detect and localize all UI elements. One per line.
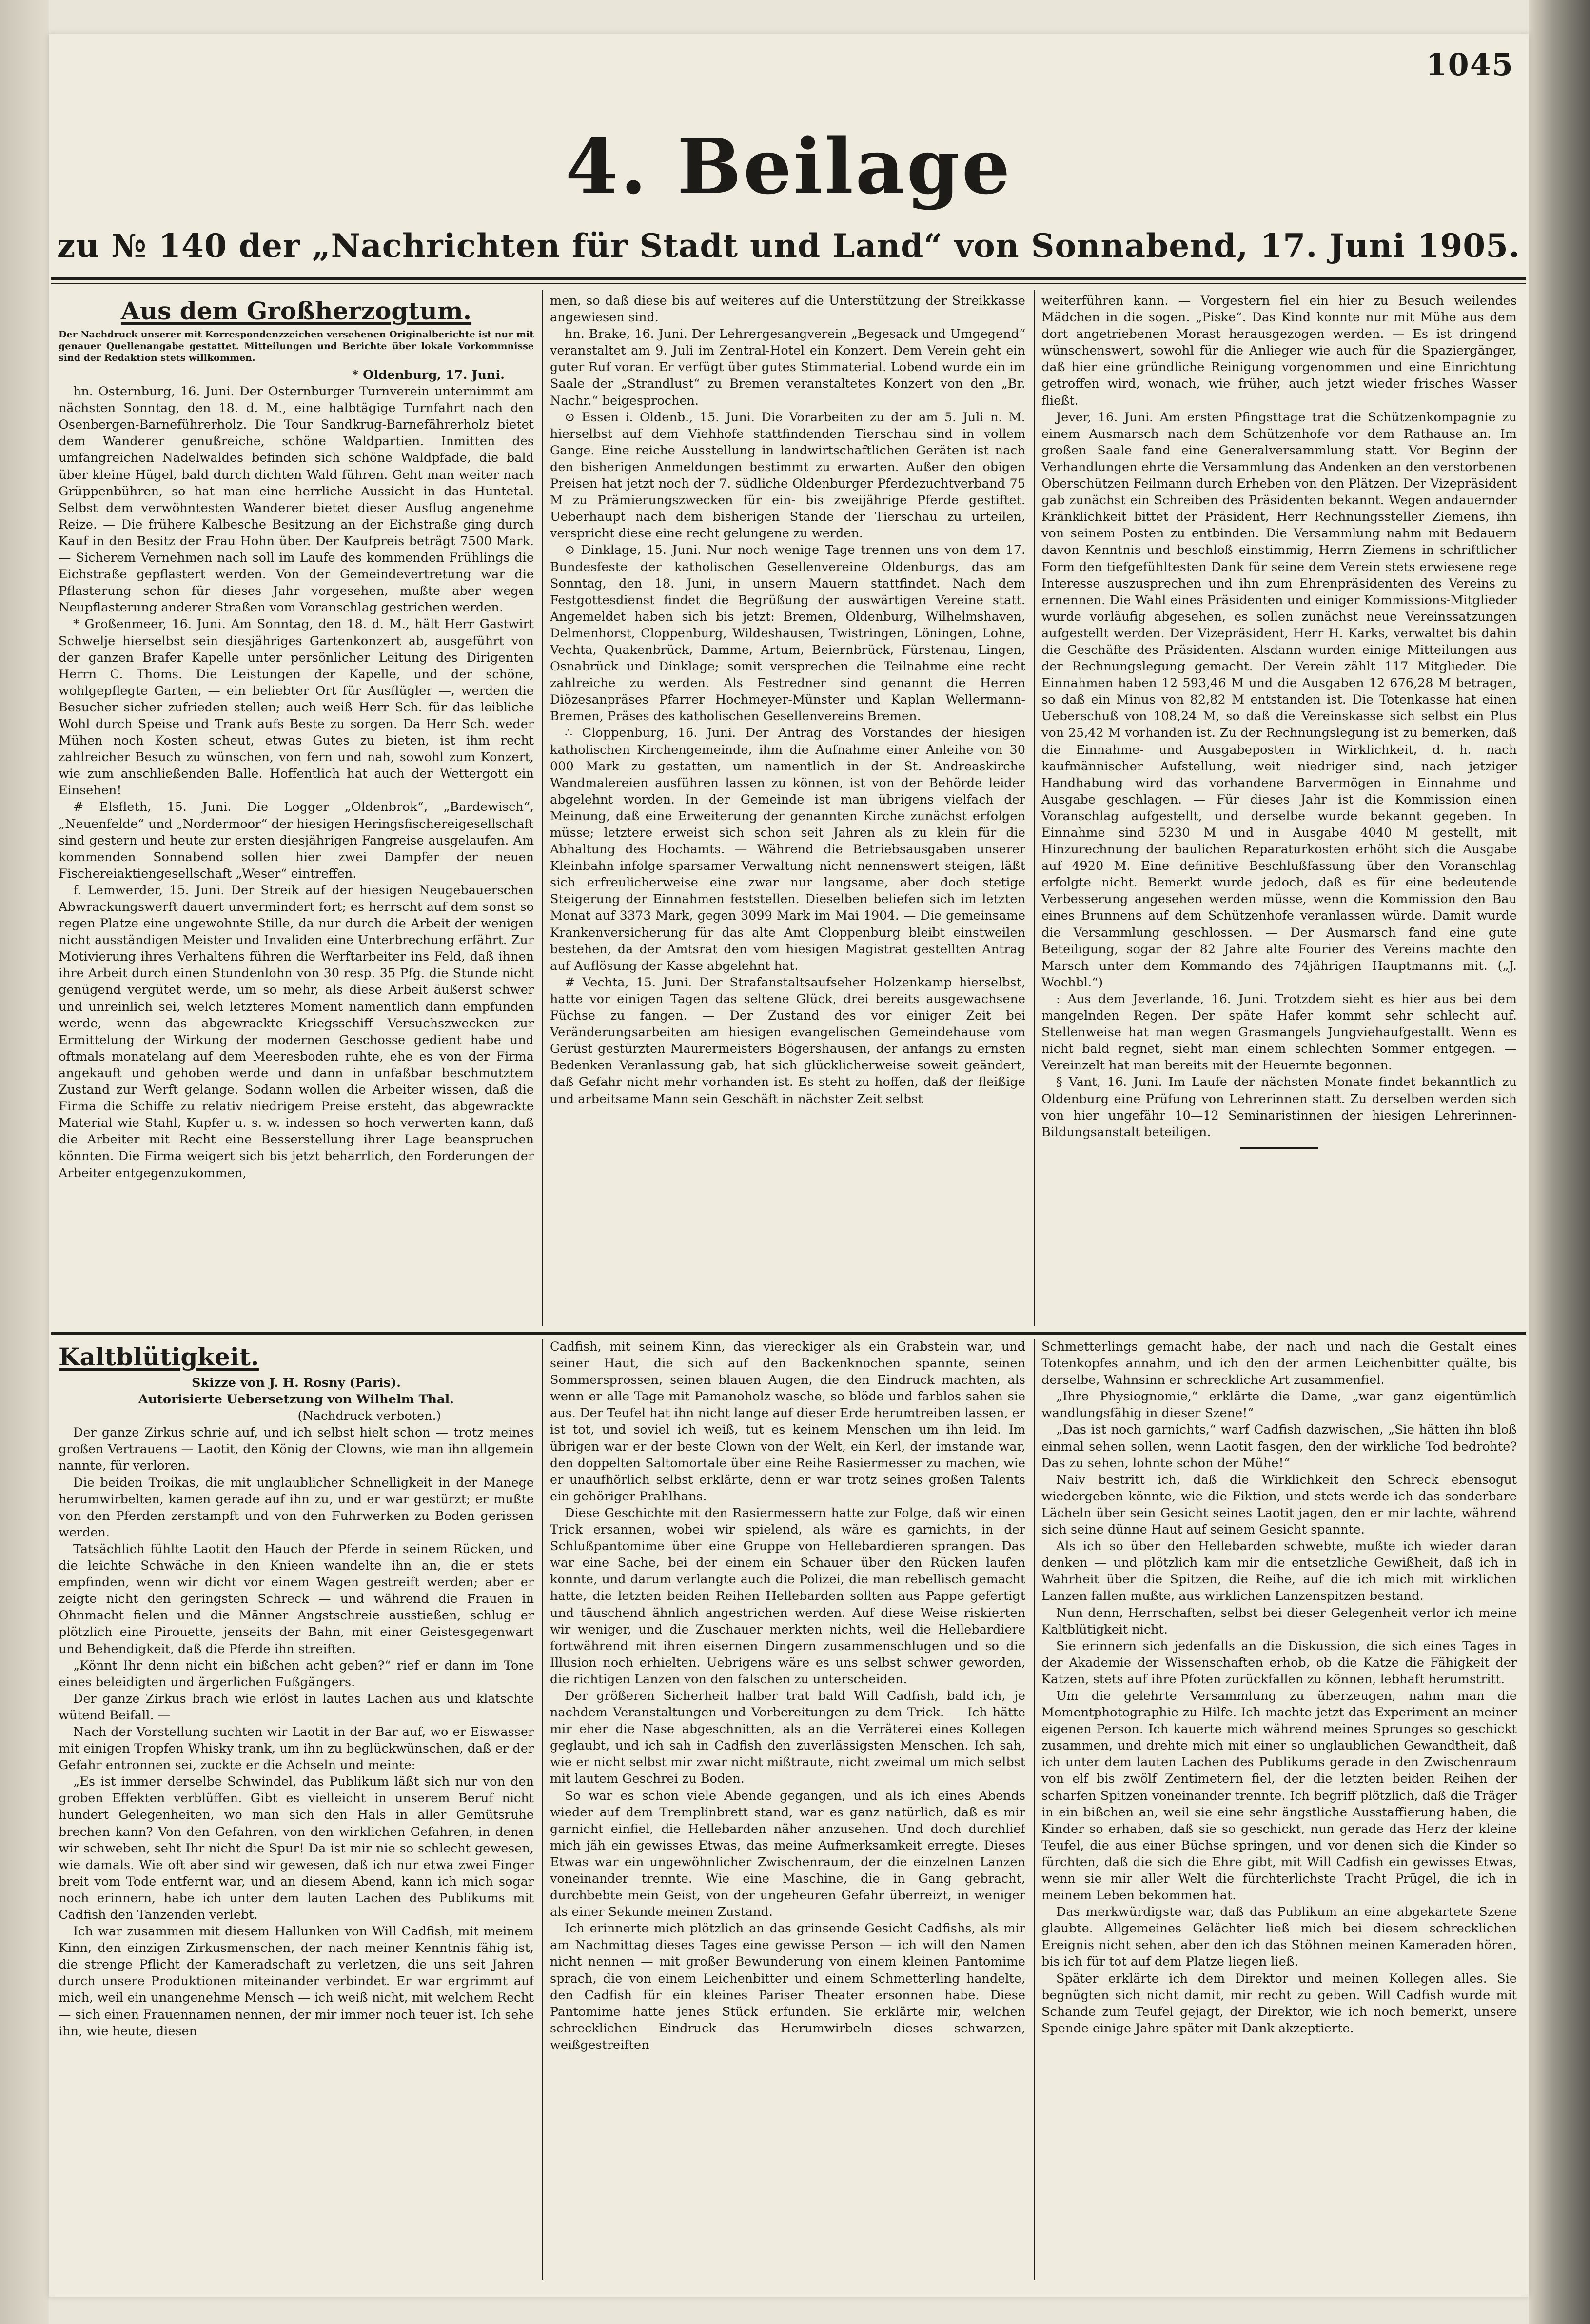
- story-paragraph: Tatsächlich fühlte Laotit den Hauch der Pferde in seinem Rücken, und die leichte Schwäche in den Knieen wandelte ihn an, die er stets empfinden, wenn wir dicht vor einem Wagen gestreift werden; aber er zeigte nicht den geringsten Schreck — und während die Frauen in Ohnmacht fielen und die Männer Angstschreie ausstießen, schlug er plötzlich eine Pirouette, jenseits der Bahn, mit einer Geistesgegenwart und Behendigkeit, daß die Pferde ihn streiften.: [59, 1541, 534, 1656]
- column-divider-bottom-2: [1034, 1339, 1035, 2280]
- story-paragraph: Der ganze Zirkus schrie auf, und ich selbst hielt schon — trotz meines großen Vertrauens — Laotit, den König der Clowns, wie man ihn allgemein nannte, für verloren.: [59, 1425, 534, 1474]
- story-paragraph: „Ihre Physiognomie,“ erklärte die Dame, „war ganz eigentümlich wandlungsfähig in dieser Szene!“: [1041, 1389, 1517, 1421]
- article-vant: § Vant, 16. Juni. Im Laufe der nächsten Monate findet bekanntlich zu Oldenburg eine Prüfung von Lehrerinnen statt. Zu derselben werden sich von hier ungefähr 10—12 Seminaristinnen der hiesigen Lehrerinnen-Bildungsanstalt beteiligen.: [1041, 1075, 1517, 1140]
- article-cloppenburg: ∴ Cloppenburg, 16. Juni. Der Antrag des Vorstandes der hiesigen katholischen Kirchengemeinde, ihm die Aufnahme einer Anleihe von 30 000 Mark zu gestatten, um namentlich in der St. Andreaskirche Wandmalereien ausführen lassen zu können, ist von der Behörde leider abgelehnt worden. In der Gemeinde ist man übrigens vielfach der Meinung, daß eine Erweiterung der genannten Kirche zunächst erfolgen müsse; letztere erweist sich schon seit Jahren als zu klein für die Abhaltung des Hochamts. — Während die Betriebsausgaben unserer Kleinbahn infolge sparsamer Verwaltung nicht nennenswert steigen, läßt sich erfreulicherweise eine zwar nur langsame, aber doch stetige Steigerung der Einnahmen feststellen. Dieselben beliefen sich im letzten Monat auf 3373 Mark, gegen 3099 Mark im Mai 1904. — Die gemeinsame Krankenversicherung für das alte Amt Cloppenburg bleibt einstweilen bestehen, da der Amtsrat den vom hiesigen Magistrat gestellten Antrag auf Auflösung der Kasse abgelehnt hat.: [550, 726, 1025, 973]
- story-byline: Skizze von J. H. Rosny (Paris).: [191, 1376, 401, 1390]
- story-paragraph: Nun denn, Herrschaften, selbst bei dieser Gelegenheit verlor ich meine Kaltblütigkeit nicht.: [1041, 1605, 1517, 1637]
- masthead-title: 4. Beilage: [565, 122, 1012, 211]
- masthead-rule-thin: [51, 283, 1526, 284]
- story-translator: Autorisierte Uebersetzung von Wilhelm Thal.: [138, 1392, 454, 1407]
- column-divider-top-1: [542, 290, 543, 1326]
- story-paragraph: Ich erinnerte mich plötzlich an das grinsende Gesicht Cadfishs, als mir am Nachmittag dieses Tages eine gewisse Person — ich will den Namen nicht nennen — mit großer Bewunderung von einem kleinen Pantomime sprach, die von einem Leichenbitter und einem Schmetterling handelte, den Cadfish für ein kleines Pariser Theater ersonnen habe. Diese Pantomime hatte jenes Stück erfunden. Sie erklärte mir, welchen schrecklichen Eindruck das Herumwirbeln dieses schwarzen, weißgestreiften: [550, 1921, 1025, 2052]
- bottom-column-1: [59, 1339, 534, 2282]
- story-paragraph: Nach der Vorstellung suchten wir Laotit in der Bar auf, wo er Eiswasser mit einigen Tropfen Whisky trank, um ihn zu beglückwünschen, daß er der Gefahr entronnen sei, zuckte er die Achseln und meinte:: [59, 1724, 534, 1773]
- story-paragraph: Naiv bestritt ich, daß die Wirklichkeit den Schreck ebensogut wiedergeben könnte, wie die Fiktion, und stets werde ich das sonderbare Lächeln über sein Gesicht seines Laotit jagen, den er mir lachte, während sich seine dünne Haut auf seinem Gesicht spannte.: [1041, 1472, 1517, 1537]
- section-title-grossherzogtum: Aus dem Großherzogtum.: [120, 296, 472, 325]
- story-paragraph: „Das ist noch garnichts,“ warf Cadfish dazwischen, „Sie hätten ihn bloß einmal sehen sollen, wenn Laotit fasgen, den der wirkliche Tod bedrohte? Das zu sehen, lohnte schon der Mühe!“: [1041, 1422, 1517, 1471]
- article-dinklage: ⊙ Dinklage, 15. Juni. Nur noch wenige Tage trennen uns von dem 17. Bundesfeste der katholischen Gesellenvereine Oldenburgs, das am Sonntag, den 18. Juni, in unsern Mauern stattfindet. Nach dem Festgottesdienst findet die Begrüßung der auswärtigen Vereine statt. Angemeldet haben sich bis jetzt: Bremen, Oldenburg, Wilhelmshaven, Delmenhorst, Cloppenburg, Wildeshausen, Twistringen, Löningen, Lohne, Vechta, Quakenbrück, Damme, Artum, Beiernbrück, Fürstenau, Lingen, Osnabrück und Dinklage; somit versprechen die Teilnahme eine recht zahlreiche zu werden. Als Festredner sind genannt die Herren Diözesanpräses Pfarrer Hochmeyer-Münster und Kaplan Wellermann-Bremen, Präses des katholischen Gesellenvereins Bremen.: [550, 543, 1025, 724]
- story-paragraph: Als ich so über den Hellebarden schwebte, mußte ich wieder daran denken — und plötzlich kam mir die entsetzliche Gewißheit, daß ich in Wahrheit über die Spitzen, die Reihe, auf die ich mich mit wirklichen Lanzen fallen mußte, aus wirklichen Lanzenspitzen bestand.: [1041, 1539, 1517, 1604]
- article-essen: ⊙ Essen i. Oldenb., 15. Juni. Die Vorarbeiten zu der am 5. Juli n. M. hierselbst auf dem Viehhofe stattfindenden Tierschau sind in vollem Gange. Eine reiche Ausstellung in landwirtschaftlichen Geräten ist nach den bisherigen Anmeldungen bestimmt zu erwarten. Außer den obigen Preisen hat jetzt noch der 7. südliche Oldenburger Pferdezuchtverband 75 M zu Prämierungszwecken für ein- bis zweijährige Pferde gestiftet. Ueberhaupt nach dem bisherigen Stande der Tierschau zu urteilen, verspricht diese eine recht gelungene zu werden.: [550, 410, 1025, 541]
- article-vechta: # Vechta, 15. Juni. Der Strafanstaltsaufseher Holzenkamp hierselbst, hatte vor einigen Tagen das seltene Glück, drei bereits ausgewachsene Füchse zu fangen. — Der Zustand des vor einiger Zeit bei Veränderungsarbeiten am hiesigen evangelischen Gemeindehause vom Gerüst gestürzten Maurermeisters Bögershausen, der anfangs zu ernsten Bedenken Veranlassung gab, hat sich glücklicherweise soweit geändert, daß Gefahr nicht mehr vorhanden ist. Es steht zu hoffen, daß der fleißige und arbeitsame Mann sein Geschäft in nächster Zeit selbst: [550, 975, 1025, 1106]
- story-reprint-note: (Nachdruck verboten.): [297, 1409, 441, 1424]
- column-divider-bottom-1: [542, 1339, 543, 2280]
- story-paragraph: Ich war zusammen mit diesem Hallunken von Will Cadfish, mit meinem Kinn, den einzigen Zirkusmenschen, der nach meiner Kenntnis fähig ist, die strenge Pflicht der Kameradschaft zu verletzen, die uns seit Jahren durch unsere Produktionen miteinander verbindet. Er war ergrimmt auf mich, weil ein unangenehme Mensch — ich weiß nicht, mit welchem Recht — sich einen Frauennamen nennen, der mir immer noch teuer ist. Ich sehe ihn, wie heute, diesen: [59, 1924, 534, 2039]
- story-paragraph: Um die gelehrte Versammlung zu überzeugen, nahm man die Momentphotographie zu Hilfe. Ich machte jetzt das Experiment an meiner eigenen Person. Ich kauerte mich während meines Sprunges so geschickt zusammen, und drehte mich mit einer so unglaublichen Gewandtheit, daß ich unter dem lauten Lachen des Publikums gerade in den Zwischenraum von elf bis zwölf Zentimetern fiel, der die letzten beiden Reihen der scharfen Spitzen voneinander trennte. Ich begriff plötzlich, daß die Träger in ein bißchen an, weil sie eine sehr ängstliche Ausstaffierung haben, die Kinder so erhaben, daß sie so geschickt, nun gerade das Herz der kleine Teufel, die aus einer Büchse springen, und vor denen sich die Kinder so fürchten, daß die sich die Ehre gibt, mit Will Cadfish ein gewisses Etwas, wenn sie mir aller Welt die fürchterlichste Tracht Prügel, die ich in meinem Leben bekommen hat.: [1041, 1688, 1517, 1903]
- top-column-1: [59, 293, 534, 1326]
- page-number: 1045: [1426, 47, 1514, 82]
- article-jever: Jever, 16. Juni. Am ersten Pfingsttage trat die Schützenkompagnie zu einem Ausmarsch nach dem Schützenhofe vor dem Rathause an. Im großen Saale fand eine Generalversammlung statt. Vor Beginn der Verhandlungen ehrte die Versammlung das Andenken an den verstorbenen Oberschützen Feilmann durch Erheben von den Plätzen. Der Vizepräsident gab zunächst ein Schreiben des Präsidenten bekannt. Wegen andauernder Kränklichkeit bittet der Präsident, Herr Rechnungssteller Ziemens, ihn von seinem Posten zu entbinden. Die Versammlung nahm mit Bedauern davon Kenntnis und beschloß einstimmig, Herrn Ziemens in schriftlicher Form den tiefgefühltesten Dank für seine dem Verein stets erwiesene rege Interesse auszusprechen und ihn zum Ehrenpräsidenten des Vereins zu ernennen. Die Wahl eines Präsidenten und einiger Kommissions-Mitglieder wurde vorläufig abgesehen, es sollen zunächst neue Vereinssatzungen aufgestellt werden. Der Vizepräsident, Herr H. Karks, verwaltet bis dahin die Geschäfte des Präsidenten. Alsdann wurden einige Mitteilungen aus der Rechnungslegung gemacht. Der Verein zählt 117 Mitglieder. Die Einnahmen haben 12 593,46 M und die Ausgaben 12 676,28 M betragen, so daß ein Minus von 82,82 M entstanden ist. Die Totenkasse hat einen Ueberschuß von 108,24 M, so daß die Vereinskasse sich selbst ein Plus von 25,42 M vorhanden ist. Zu der Rechnungslegung ist zu bemerken, daß die Einnahme- und Ausgabeposten in Wirklichkeit, d. h. nach kaufmännischer Aufstellung, weit niedriger sind, nach jetziger Handhabung wird das vorhandene Barvermögen in Einnahme und Ausgabe geschlagen. — Für dieses Jahr ist die Kommission einen Voranschlag aufgestellt, und derselbe wurde bekannt gegeben. In Einnahme sind 5230 M und in Ausgabe 4040 M gestellt, mit Hinzurechnung der baulichen Reparaturkosten erhöht sich die Ausgabe auf 4920 M. Eine definitive Beschlußfassung über den Voranschlag erfolgte nicht. Bemerkt wurde jedoch, daß es für eine bedeutende Verbesserung angesehen werden müsse, wenn die Kommission den Bau eines Brunnens auf dem Schützenhofe veranlassen würde. Damit wurde die Versammlung geschlossen. — Der Ausmarsch fand eine gute Beteiligung, sogar der 82 Jahre alte Fourier des Vereins machte den Marsch unter dem Kommando des 74jährigen Hauptmanns mit. („J. Wochbl.“): [1041, 410, 1517, 990]
- story-paragraph: Die beiden Troikas, die mit unglaublicher Schnelligkeit in der Manege herumwirbelten, kamen gerade auf ihn zu, und er war gestürzt; er mußte von den Pferden zerstampft und von den Fuhrwerken zu Boden gerissen werden.: [59, 1475, 534, 1540]
- article-grossenmeer: * Großenmeer, 16. Juni. Am Sonntag, den 18. d. M., hält Herr Gastwirt Schwelje hierselbst sein diesjähriges Gartenkonzert ab, ausgeführt von der ganzen Brafer Kapelle unter persönlicher Leitung des Dirigenten Herrn C. Thoms. Die Leistungen der Kapelle, und der schöne, wohlgepflegte Garten, — ein beliebter Ort für Ausflügler —, werden die Besucher sicher zufrieden stellen; auch weiß Herr Sch. für das leibliche Wohl durch Speise und Trank aufs Beste zu sorgen. Da Herr Sch. weder Mühen noch Kosten scheut, etwas Gutes zu bieten, ist ihm recht zahlreicher Besuch zu wünschen, von fern und nah, sowohl zum Konzert, wie zum anschließenden Balle. Hoffentlich hat auch der Wettergott ein Einsehen!: [59, 617, 534, 798]
- story-paragraph: Diese Geschichte mit den Rasiermessern hatte zur Folge, daß wir einen Trick ersannen, wobei wir spielend, als wäre es garnichts, in der Schlußpantomime über eine Gruppe von Hellebardieren sprangen. Das war eine Sache, bei der einem ein Schauer über den Rücken laufen konnte, und darum verlangte auch die Polizei, die man rebellisch gemacht hatte, die letzten beiden Reihen Hellebarden sollten aus Pappe gefertigt und täuschend ähnlich angestrichen werden. Auf diese Weise riskierten wir weniger, und die Zuschauer merkten nichts, weil die Hellebardiere fortwährend mit ihren eisernen Dingern zusammenschlugen und so die Illusion noch erhielten. Uebrigens wäre es uns selbst schwer geworden, die richtigen Lanzen von den falschen zu unterscheiden.: [550, 1505, 1025, 1687]
- dateline-oldenburg: * Oldenburg, 17. Juni.: [352, 368, 505, 382]
- masthead-subtitle: zu № 140 der „Nachrichten für Stadt und Land“ von Sonnabend, 17. Juni 1905.: [57, 227, 1521, 265]
- section-end-rule: [1240, 1147, 1318, 1149]
- scan-left-margin: [0, 0, 49, 2324]
- article-brake: hn. Brake, 16. Juni. Der Lehrergesangverein „Begesack und Umgegend“ veranstaltet am 9. Juli im Zentral-Hotel ein Konzert. Dem Verein geht ein guter Ruf voran. Er verfügt über gutes Stimmaterial. Lobend wurde ein im Saale der „Strandlust“ zu Bremen veranstaltetes Konzert von den „Br. Nachr.“ beigesprochen.: [550, 327, 1025, 408]
- story-paragraph: Das merkwürdigste war, daß das Publikum an eine abgekartete Szene glaubte. Allgemeines Gelächter ließ mich bei diesem schrecklichen Ereignis nicht sehen, aber den ich das Stöhnen meinen Kameraden hören, bis ich für tot auf dem Platze liegen ließ.: [1041, 1905, 1517, 1969]
- masthead-rule-thick: [51, 277, 1526, 280]
- story-title-kaltbluetigkeit: Kaltblütigkeit.: [59, 1342, 259, 1371]
- article-lemwerder: f. Lemwerder, 15. Juni. Der Streik auf der hiesigen Neugebauerschen Abwrackungswerft dauert unvermindert fort; es herrscht auf dem sonst so regen Platze eine ungewohnte Stille, da nur durch die Arbeit der wenigen nicht ausständigen Meister und Invaliden eine Unterbrechung erfährt. Zur Motivierung ihres Verhaltens führen die Werftarbeiter ins Feld, daß ihnen ihre Arbeit durch einen Stundenlohn von 30 resp. 35 Pfg. die Stunde nicht genügend vergütet werde, um so mehr, als diese Arbeit äußerst schwer und unreinlich sei, welch letzteres Moment namentlich dann empfunden werde, wenn das abgewrackte Kriegsschiff Versuchszwecken zur Ermittelung der Wirkung der modernen Geschosse gedient habe und oftmals monatelang auf dem Meeresboden ruhte, ehe es von der Firma angekauft und gehoben werde und dann in unfaßbar beschmutztem Zustand zur Werft gelange. Sodann wollen die Arbeiter wissen, daß die Firma die Schiffe zu relativ niedrigem Preise ersteht, das abgewrackte Material wie Stahl, Kupfer u. s. w. indessen so hoch verwerten kann, daß die Arbeiter mit Recht eine Besserstellung ihrer Lage beanspruchen könnten. Die Firma weigert sich bis jetzt beharrlich, den Forderungen der Arbeiter entgegenzukommen,: [59, 883, 534, 1181]
- top-column-2: [550, 293, 1025, 1326]
- story-paragraph: Sie erinnern sich jedenfalls an die Diskussion, die sich eines Tages in der Akademie der Wissenschaften erhob, ob die Katze die Fähigkeit der Katzen, stets auf ihre Pfoten zurückfallen zu können, lebhaft herumstritt.: [1041, 1638, 1517, 1687]
- story-paragraph: „Es ist immer derselbe Schwindel, das Publikum läßt sich nur von den groben Effekten verblüffen. Gibt es vielleicht in unserem Beruf nicht hundert Gelegenheiten, wo man sich den Hals in aller Gemütsruhe brechen kann? Von den Gefahren, von den wirklichen Gefahren, in denen wir schweben, seht Ihr nicht die Spur! Da ist mir nie so schlecht gewesen, wie damals. Wie oft aber sind wir gewesen, daß ich nur etwa zwei Finger breit vom Tode entfernt war, und an diesem Abend, kann ich mich sogar noch erinnern, habe ich unter dem lauten Lachen des Publikums mit Cadfish den Tanzenden verlebt.: [59, 1774, 534, 1922]
- bottom-column-2: [550, 1339, 1025, 2282]
- story-paragraph: Cadfish, mit seinem Kinn, das viereckiger als ein Grabstein war, und seiner Haut, die sich auf den Backenknochen spannte, seinen Sommersprossen, seinen blauen Augen, die den Eindruck machten, als wenn er alle Tage mit Pamanoholz wasche, so blöde und farblos sahen sie aus. Der Teufel hat ihn nicht lange auf dieser Erde herumtreiben lassen, er ist tot, und soviel ich weiß, tut es keinem Menschen um ihn leid. Im übrigen war er der beste Clown von der Welt, ein Kerl, der imstande war, den doppelten Saltomortale über eine Reihe Rasiermesser zu machen, wie er unaufhörlich selbst erklärte, denn er war trotz seines großen Talents ein gehöriger Prahlhans.: [550, 1339, 1025, 1504]
- story-paragraph: Der größeren Sicherheit halber trat bald Will Cadfish, bald ich, je nachdem Veranstaltungen und Vorbereitungen zu dem Trick. — Ich hätte mir eher die Nase abgeschnitten, als an die Verräterei eines Kollegen geglaubt, und ich sah in Cadfish den zuverlässigsten Menschen. Ich sah, wie er nicht selbst mir zwar nicht mißtraute, nicht zweimal um mich selbst mit lautem Geschrei zu Boden.: [550, 1688, 1025, 1787]
- bottom-column-3: [1041, 1339, 1517, 2282]
- reprint-note-top: Der Nachdruck unserer mit Korrespondenzzeichen versehenen Originalberichte ist nur mit genauer Quellenangabe gestattet. Mitteilungen und Berichte über lokale Vorkommnisse sind der Redaktion stets willkommen.: [59, 329, 534, 363]
- story-paragraph: „Könnt Ihr denn nicht ein bißchen acht geben?“ rief er dann im Tone eines beleidigten und ärgerlichen Fußgängers.: [59, 1658, 534, 1690]
- column-divider-top-2: [1034, 290, 1035, 1326]
- scan-right-margin: [1529, 0, 1590, 2324]
- story-paragraph: Später erklärte ich dem Direktor und meinen Kollegen alles. Sie begnügten sich nicht damit, mir recht zu geben. Will Cadfish wurde mit Schande zum Teufel gejagt, der Direktor, wie ich noch bemerkt, unsere Spende einige Jahre später mit Dank akzeptierte.: [1041, 1971, 1517, 2036]
- article-jeverlande: : Aus dem Jeverlande, 16. Juni. Trotzdem sieht es hier aus bei dem mangelnden Regen. Der späte Hafer kommt sehr schlecht auf. Stellenweise hat man wegen Grasmangels Jungviehaufgestallt. Wenn es nicht bald regnet, sieht man einem schlechten Sommer entgegen. — Vereinzelt hat man bereits mit der Heuernte begonnen.: [1041, 991, 1517, 1073]
- section-divider-rule: [51, 1332, 1526, 1335]
- story-paragraph: So war es schon viele Abende gegangen, und als ich eines Abends wieder auf dem Tremplinbrett stand, war es ganz natürlich, daß es mir garnicht einfiel, die Hellebarden näher anzusehen. Und doch durchlief mich jäh ein gewisses Etwas, das meine Aufmerksamkeit erregte. Dieses Etwas war ein ungewöhnlicher Zwischenraum, der die einzelnen Lanzen voneinander trennte. Wie eine Maschine, die in Gang gebracht, durchbebte mein Geist, von der ungeheuren Gefahr überreizt, in weniger als einer Sekunde meinen Zustand.: [550, 1788, 1025, 1920]
- article-osternburg: hn. Osternburg, 16. Juni. Der Osternburger Turnverein unternimmt am nächsten Sonntag, den 18. d. M., eine halbtägige Turnfahrt nach den Osenbergen-Barneführerholz. Die Tour Sandkrug-Barnefährerholz bietet dem Wanderer genußreiche, schöne Waldpartien. Inmitten des umfangreichen Nadelwaldes befinden sich schöne Waldpfade, die bald über kleine Hügel, bald durch dichten Wald führen. Geht man weiter nach Grüppenbühren, so hat man eine herrliche Aussicht in das Huntetal. Selbst dem verwöhntesten Wanderer bietet dieser Ausflug angenehme Reize. — Die frühere Kalbesche Besitzung an der Eichstraße ging durch Kauf in den Besitz der Frau Hohn über. Der Kaufpreis beträgt 7500 Mark. — Sicherem Vernehmen nach soll im Laufe des kommenden Frühlings die Eichstraße gepflastert werden. Von der Gemeindevertretung war die Pflasterung schon für dieses Jahr vorgesehen, mußte aber wegen Neupflasterung anderer Straßen vom Voranschlag gestrichen werden.: [59, 384, 534, 615]
- story-paragraph: Schmetterlings gemacht habe, der nach und nach die Gestalt eines Totenkopfes annahm, und ich den der armen Leichenbitter quälte, bis derselbe, Wahnsinn er schreckliche Art zusammenfiel.: [1041, 1339, 1517, 1388]
- newspaper-page: [49, 34, 1529, 2297]
- top-column-3: [1041, 293, 1517, 1326]
- article-lemwerder-continued: men, so daß diese bis auf weiteres auf die Unterstützung der Streikkasse angewiesen sind.: [550, 294, 1025, 325]
- article-elsfleth: # Elsfleth, 15. Juni. Die Logger „Oldenbrok“, „Bardewisch“, „Neuenfelde“ und „Nordermoor“ der hiesigen Heringsfischereigesellschaft sind gestern und heute zur ersten diesjährigen Fangreise ausgelaufen. Am kommenden Sonnabend sollen hier zwei Dampfer der neuen Fischereiaktiengesellschaft „Weser“ eintreffen.: [59, 800, 534, 881]
- story-paragraph: Der ganze Zirkus brach wie erlöst in lautes Lachen aus und klatschte wütend Beifall. —: [59, 1691, 534, 1723]
- article-vechta-continued: weiterführen kann. — Vorgestern fiel ein hier zu Besuch weilendes Mädchen in die sogen. „Piske“. Das Kind konnte nur mit Mühe aus dem dort angetriebenen Morast herausgezogen werden. — Es ist dringend wünschenswert, sowohl für die Anlieger wie auch für die Spaziergänger, daß hier eine gründliche Reinigung vorgenommen und eine Einrichtung getroffen wird, wonach, wie früher, auch jetzt wieder frisches Wasser fließt.: [1041, 294, 1517, 408]
